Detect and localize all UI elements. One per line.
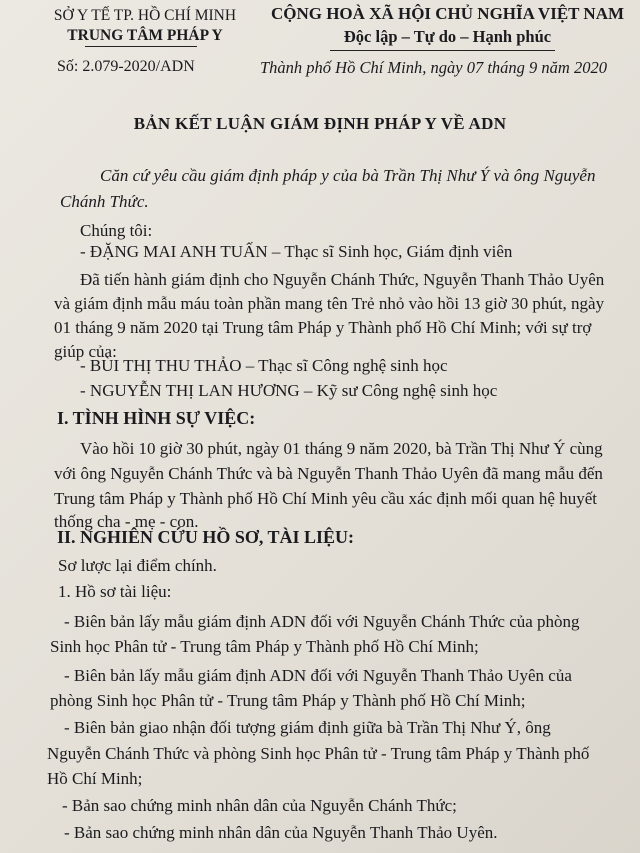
assistant-1: - BÙI THỊ THU THẢO – Thạc sĩ Công nghệ sinh học [80,356,448,375]
record-item-2-line-2: phòng Sinh học Phân tử - Trung tâm Pháp y Thành phố Hồ Chí Minh; [50,691,526,710]
examiner-line: - ĐẶNG MAI ANH TUẤN – Thạc sĩ Sinh học, Giám định viên [80,242,513,261]
place-date: Thành phố Hồ Chí Minh, ngày 07 tháng 9 năm 2020 [260,58,607,77]
we-label: Chúng tôi: [80,221,153,240]
section-2-heading: II. NGHIÊN CỨU HỒ SƠ, TÀI LIỆU: [57,527,355,547]
document-title: BẢN KẾT LUẬN GIÁM ĐỊNH PHÁP Y VỀ ADN [133,114,507,133]
record-item-3-line-2: Nguyễn Chánh Thức và phòng Sinh học Phân tử - Trung tâm Pháp y Thành phố [47,744,590,763]
issuer-block [45,6,245,46]
section-2-summary: Sơ lược lại điểm chính. [58,556,217,575]
motto-underline [330,50,555,51]
intro-para-line-1: Đã tiến hành giám định cho Nguyễn Chánh Thức, Nguyễn Thanh Thảo Uyên [80,270,605,289]
record-item-5: - Bản sao chứng minh nhân dân của Nguyễn Thanh Thảo Uyên. [64,823,498,842]
basis-line-2: Chánh Thức. [60,192,149,211]
intro-para-line-2: và giám định mẫu máu toàn phần mang tên Trẻ nhỏ vào hồi 13 giờ 30 phút, ngày [54,294,605,313]
section-1-line-3: Trung tâm Pháp y Thành phố Hồ Chí Minh yêu cầu xác định mối quan hệ huyết [54,489,597,508]
record-item-2-line-1: - Biên bản lấy mẫu giám định ADN đối với Nguyễn Thanh Thảo Uyên của [64,666,572,685]
org-line-2: TRUNG TÂM PHÁP Y [67,27,223,44]
record-item-3-line-1: - Biên bản giao nhận đối tượng giám định giữa bà Trần Thị Như Ý, ông [64,718,551,737]
section-1-line-1: Vào hồi 10 giờ 30 phút, ngày 01 tháng 9 năm 2020, bà Trần Thị Như Ý cùng [80,439,603,458]
country-name: CỘNG HOÀ XÃ HỘI CHỦ NGHĨA VIỆT NAM [270,4,625,23]
national-header [255,2,640,48]
org-underline [85,46,197,47]
record-item-1-line-1: - Biên bản lấy mẫu giám định ADN đối với Nguyễn Chánh Thức của phòng [64,612,580,631]
section-1-line-4: thống cha - mẹ - con. [54,512,199,531]
intro-para-line-4: giúp của: [54,342,117,361]
section-1-line-2: với ông Nguyễn Chánh Thức và bà Nguyễn Thanh Thảo Uyên đã mang mẫu đến [54,464,603,483]
org-line-1: SỞ Y TẾ TP. HỒ CHÍ MINH [53,7,237,24]
intro-para-line-3: 01 tháng 9 năm 2020 tại Trung tâm Pháp y Thành phố Hồ Chí Minh; với sự trợ [54,318,592,337]
document-number: Số: 2.079-2020/ADN [57,58,195,75]
section-2-sub-1: 1. Hồ sơ tài liệu: [58,582,172,601]
national-motto: Độc lập – Tự do – Hạnh phúc [343,27,552,46]
record-item-1-line-2: Sinh học Phân tử - Trung tâm Pháp y Thành phố Hồ Chí Minh; [50,637,479,656]
basis-line-1: Căn cứ yêu cầu giám định pháp y của bà Trần Thị Như Ý và ông Nguyễn [100,166,596,185]
assistant-2: - NGUYỄN THỊ LAN HƯƠNG – Kỹ sư Công nghệ sinh học [80,381,498,400]
section-1-heading: I. TÌNH HÌNH SỰ VIỆC: [57,408,256,428]
record-item-4: - Bản sao chứng minh nhân dân của Nguyễn Chánh Thức; [62,796,457,815]
record-item-3-line-3: Hồ Chí Minh; [47,769,143,788]
